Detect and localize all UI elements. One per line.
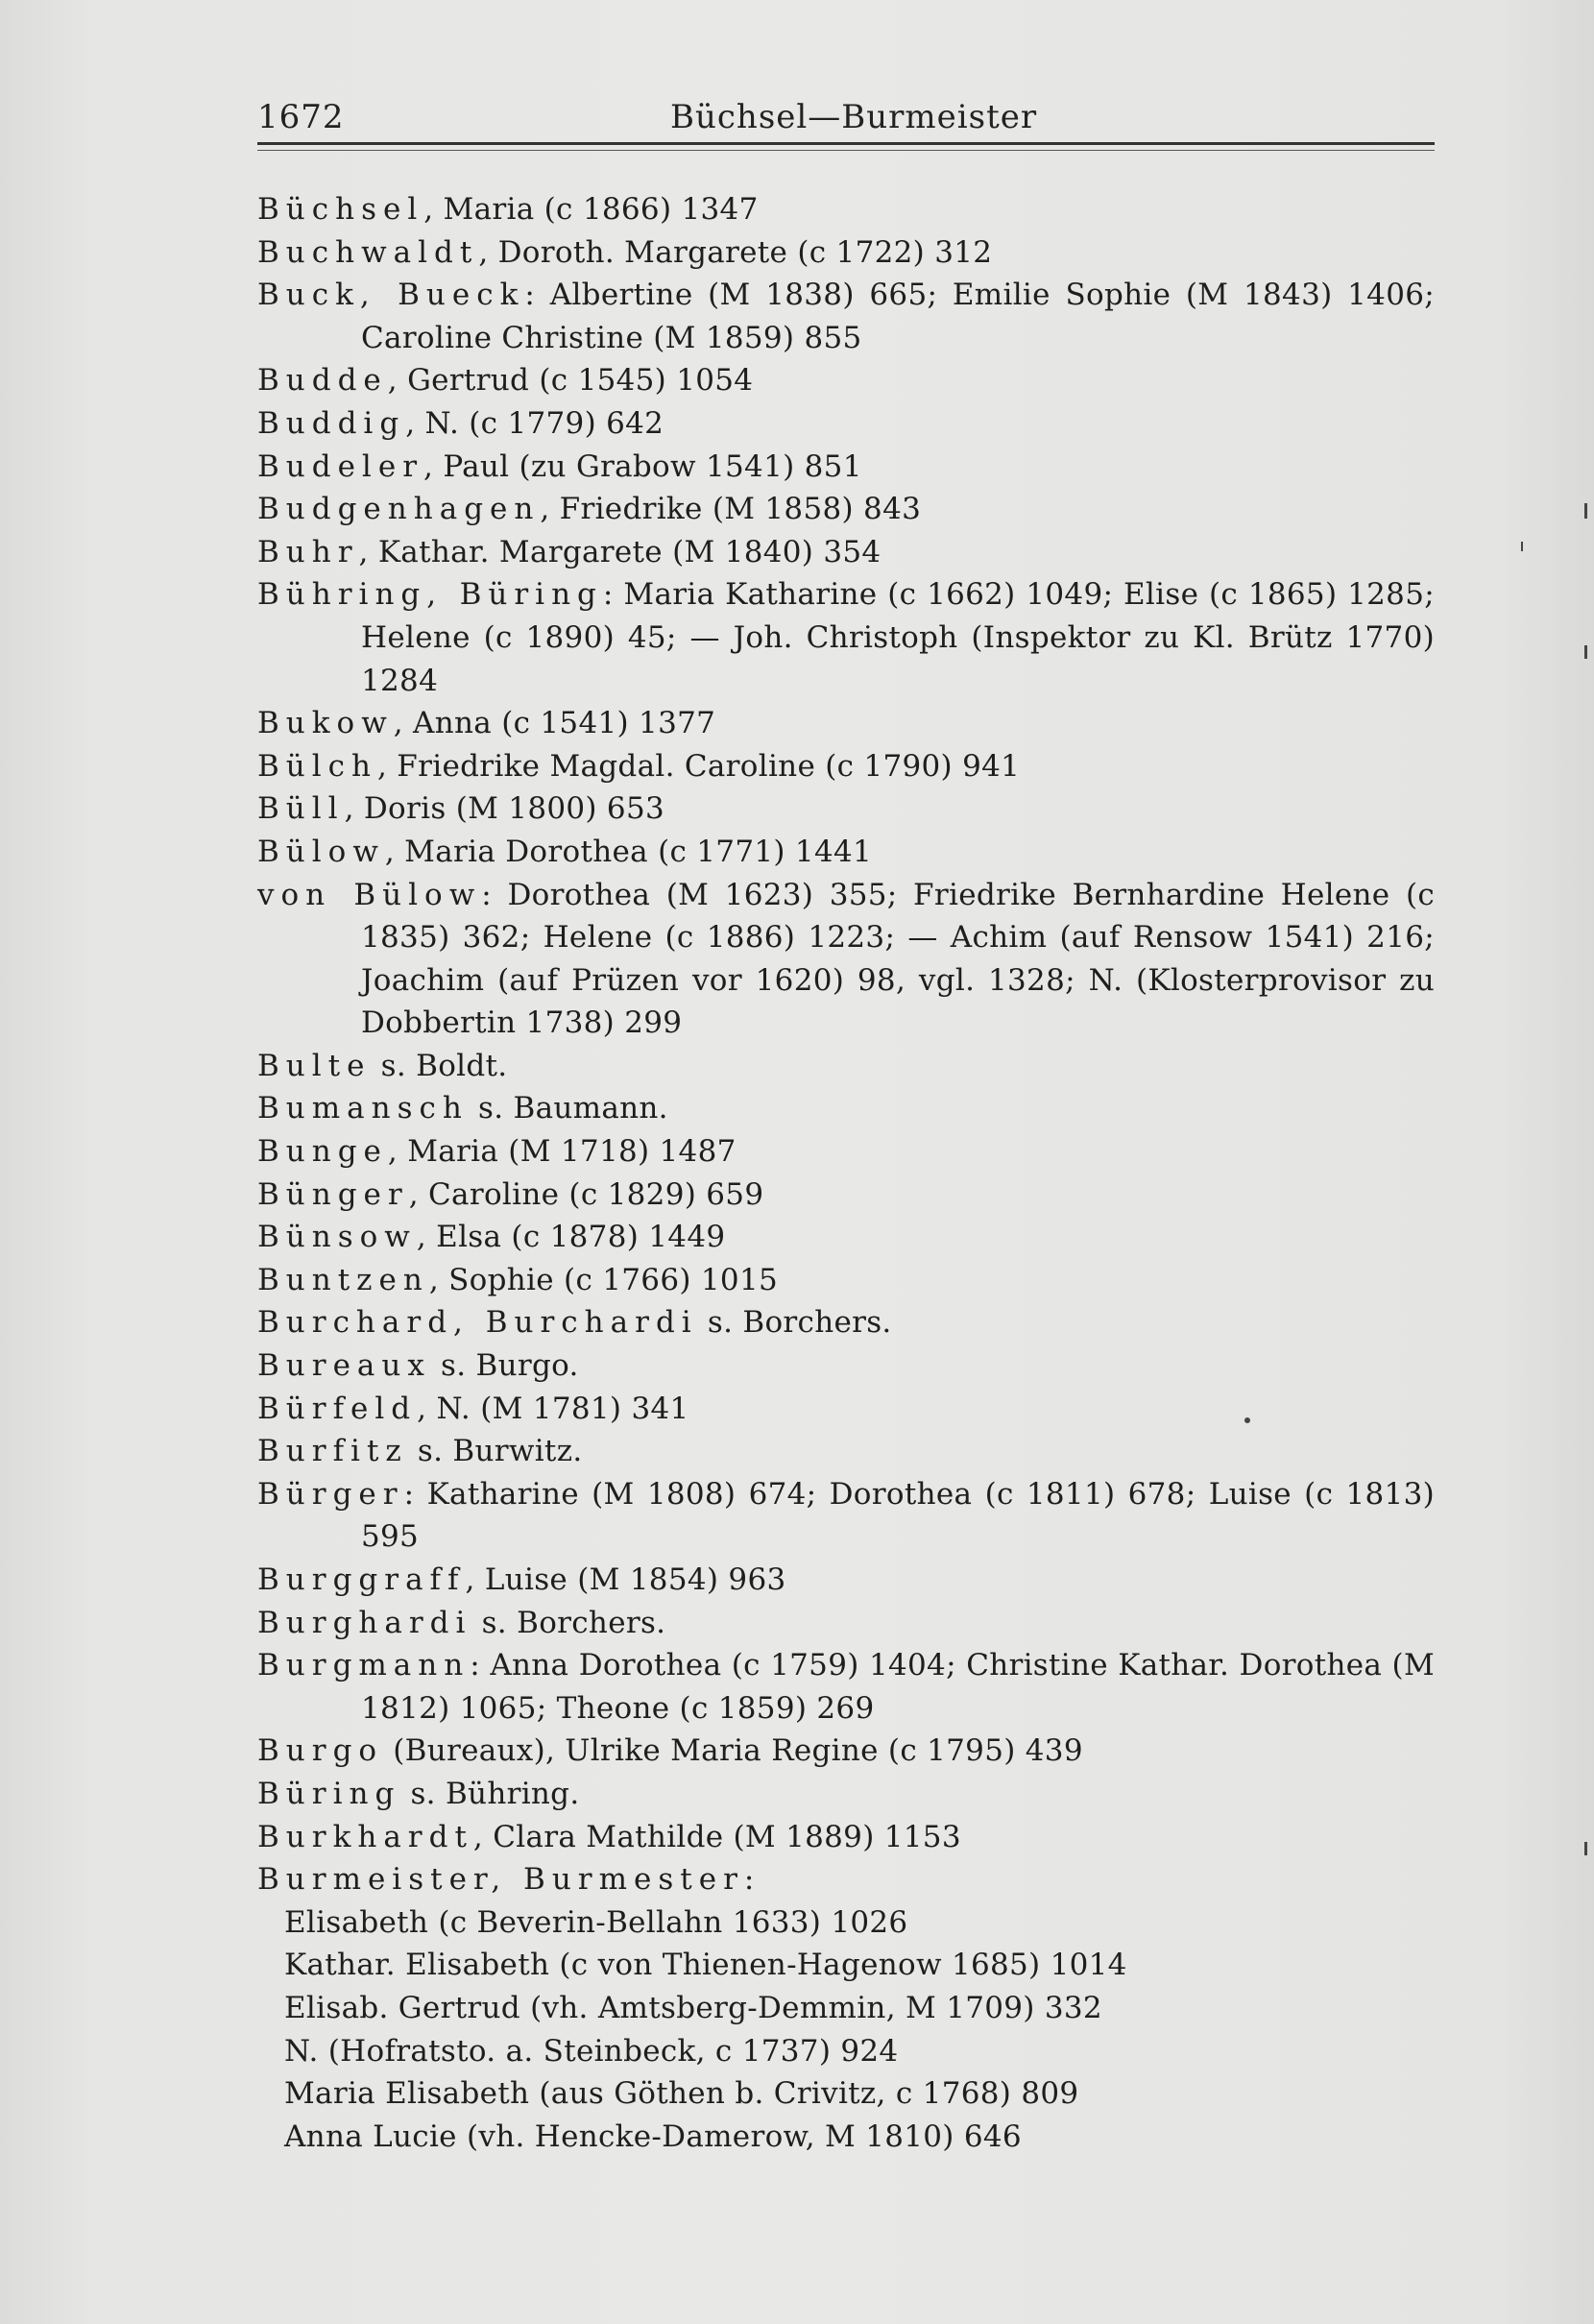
entry-name: Burmeister, Burmester [257, 1862, 744, 1898]
subentry: Elisab. Gertrud (vh. Amtsberg-Demmin, M 1709) 332 [284, 1990, 1102, 2025]
entry-name: Bürger [257, 1476, 404, 1512]
entry-name: Bulte [257, 1048, 372, 1083]
index-entry [257, 1045, 1435, 1088]
entry-name: Bülow [257, 834, 385, 869]
entry-name: Buddig [257, 405, 406, 441]
index-entry [257, 274, 1435, 359]
index-entry [257, 1301, 1435, 1344]
entry-details: s. Boldt. [371, 1048, 508, 1083]
index-entry [257, 402, 1435, 446]
entry-details: , Friedrike Magdal. Caroline (c 1790) 941 [377, 748, 1021, 784]
index-entry [257, 1602, 1435, 1645]
entry-details: s. Burgo. [430, 1348, 579, 1384]
page-number: 1672 [257, 98, 345, 136]
entry-name: Büchsel [257, 192, 424, 227]
entry-name: Burgmann [257, 1648, 471, 1683]
index-entry [257, 531, 1435, 574]
entry-name: Budgenhagen [257, 492, 541, 527]
subentry: N. (Hofratsto. a. Steinbeck, c 1737) 924 [284, 2033, 899, 2069]
index-entry [257, 1216, 1435, 1259]
entry-name: Buck, Bueck [257, 278, 525, 313]
index-entry [257, 231, 1435, 275]
entry-details: , Paul (zu Grabow 1541) 851 [423, 448, 862, 484]
index-entry [257, 787, 1435, 831]
entry-details: (Bureaux), Ulrike Maria Regine (c 1795) 439 [383, 1733, 1083, 1769]
entry-details: : Albertine (M 1838) 665; Emilie Sophie (M 1843) 1406; Caroline Christine (M 1859) 855 [361, 278, 1435, 355]
entry-name: Bumansch [257, 1091, 469, 1126]
index-entry [257, 831, 1435, 874]
entry-name: Bunge [257, 1134, 388, 1170]
index-entry [257, 1344, 1435, 1388]
running-title: Büchsel—Burmeister [670, 98, 1038, 136]
index-entry [257, 1087, 1435, 1130]
index-entry [257, 1174, 1435, 1217]
subentry-list [257, 1901, 1435, 2159]
entry-name: Büring [257, 1776, 401, 1811]
index-entry [257, 1644, 1435, 1730]
entry-name: Bukow [257, 706, 394, 741]
index-entry [257, 874, 1435, 1045]
index-entry [257, 188, 1435, 231]
entry-details: , Elsa (c 1878) 1449 [416, 1220, 726, 1255]
entry-details: , Doris (M 1800) 653 [344, 791, 665, 827]
subentry: Elisabeth (c Beverin-Bellahn 1633) 1026 [284, 1904, 908, 1940]
entry-details: , Luise (M 1854) 963 [465, 1562, 786, 1597]
subentry: Kathar. Elisabeth (c von Thienen-Hagenow 1685) 1014 [284, 1948, 1127, 1983]
entry-name: Bülch [257, 748, 377, 784]
entry-details: s. Borchers. [697, 1305, 892, 1341]
entry-name: von Bülow [257, 877, 482, 912]
index-entry [257, 488, 1435, 531]
header-rule-thin [257, 150, 1435, 151]
entry-details: , Sophie (c 1766) 1015 [428, 1262, 778, 1297]
entry-details: : Maria Katharine (c 1662) 1049; Elise (c 1865) 1285; Helene (c 1890) 45; — Joh. Christoph (Inspektor zu Kl. Brütz 1770) 1284 [361, 577, 1435, 698]
entry-details: , Gertrud (c 1545) 1054 [387, 363, 754, 399]
subentry: Maria Elisabeth (aus Göthen b. Crivitz, c 1768) 809 [284, 2076, 1079, 2112]
entry-details: , N. (c 1779) 642 [405, 405, 664, 441]
index-entry [257, 446, 1435, 489]
entry-details: , Anna (c 1541) 1377 [393, 706, 716, 741]
entry-name: Büll [257, 791, 345, 827]
entry-name: Bünsow [257, 1220, 417, 1255]
entry-details: : Anna Dorothea (c 1759) 1404; Christine Kathar. Dorothea (M 1812) 1065; Theone (c 1859) 269 [361, 1648, 1435, 1726]
index-entry [257, 1388, 1435, 1431]
entry-name: Budde [257, 363, 388, 399]
subentry: Anna Lucie (vh. Hencke-Damerow, M 1810) 646 [284, 2118, 1022, 2154]
index-entry [257, 1730, 1435, 1773]
index-entry [257, 1473, 1435, 1559]
index-entries [257, 188, 1435, 2158]
scan-speck [1521, 542, 1523, 551]
entry-details: , Maria (c 1866) 1347 [423, 192, 759, 227]
entry-name: Burkhardt [257, 1819, 473, 1854]
entry-details: s. Borchers. [471, 1605, 666, 1640]
index-entry [257, 1130, 1435, 1174]
entry-name: Buntzen [257, 1262, 429, 1297]
entry-name: Buhr [257, 534, 359, 569]
entry-name: Burghardi [257, 1605, 472, 1640]
entry-details: , Caroline (c 1829) 659 [408, 1176, 764, 1212]
entry-details: , Maria (M 1718) 1487 [387, 1134, 737, 1170]
index-entry [257, 1773, 1435, 1816]
entry-name: Bureaux [257, 1348, 431, 1384]
entry-name: Bünger [257, 1176, 409, 1212]
page-header [257, 98, 1435, 142]
header-rule [257, 142, 1435, 145]
entry-name: Buchwaldt [257, 234, 479, 270]
entry-details: : [743, 1862, 755, 1898]
entry-name: Burchard, Burchardi [257, 1305, 698, 1341]
scan-speck [1584, 503, 1587, 519]
index-entry [257, 745, 1435, 788]
entry-details: , Maria Dorothea (c 1771) 1441 [384, 834, 873, 869]
entry-details: : Dorothea (M 1623) 355; Friedrike Bernhardine Helene (c 1835) 362; Helene (c 1886) 1223; — Achim (auf Rensow 1541) 216; Joachim (auf Prüzen vor 1620) 98, vgl. 1328; N. (Klosterprovisor zu Dobbertin 1738) 299 [361, 877, 1436, 1041]
index-entry [257, 1259, 1435, 1302]
entry-details: , Friedrike (M 1858) 843 [540, 492, 922, 527]
index-entry [257, 359, 1435, 402]
entry-name: Burggraff [257, 1562, 466, 1597]
scan-speck [1244, 1417, 1250, 1423]
entry-name: Bühring, Büring [257, 577, 603, 613]
entry-details: , N. (M 1781) 341 [417, 1391, 689, 1426]
index-entry [257, 1430, 1435, 1473]
entry-name: Burgo [257, 1733, 384, 1769]
entry-details: s. Baumann. [468, 1091, 668, 1126]
entry-name: Budeler [257, 448, 424, 484]
index-entry [257, 1559, 1435, 1602]
index-entry [257, 1816, 1435, 1859]
entry-details: , Doroth. Margarete (c 1722) 312 [478, 234, 993, 270]
scan-speck [1584, 1842, 1587, 1855]
entry-details: : Katharine (M 1808) 674; Dorothea (c 1811) 678; Luise (c 1813) 595 [361, 1476, 1435, 1555]
scan-speck [1584, 645, 1587, 659]
entry-details: s. Burwitz. [407, 1434, 583, 1469]
entry-name: Bürfeld [257, 1391, 418, 1426]
entry-details: s. Bühring. [400, 1776, 580, 1811]
entry-details: , Clara Mathilde (M 1889) 1153 [472, 1819, 961, 1854]
index-entry [257, 573, 1435, 702]
index-entry [257, 702, 1435, 745]
entry-details: , Kathar. Margarete (M 1840) 354 [358, 534, 882, 569]
entry-name: Burfitz [257, 1434, 408, 1469]
index-entry [257, 1858, 1435, 1901]
